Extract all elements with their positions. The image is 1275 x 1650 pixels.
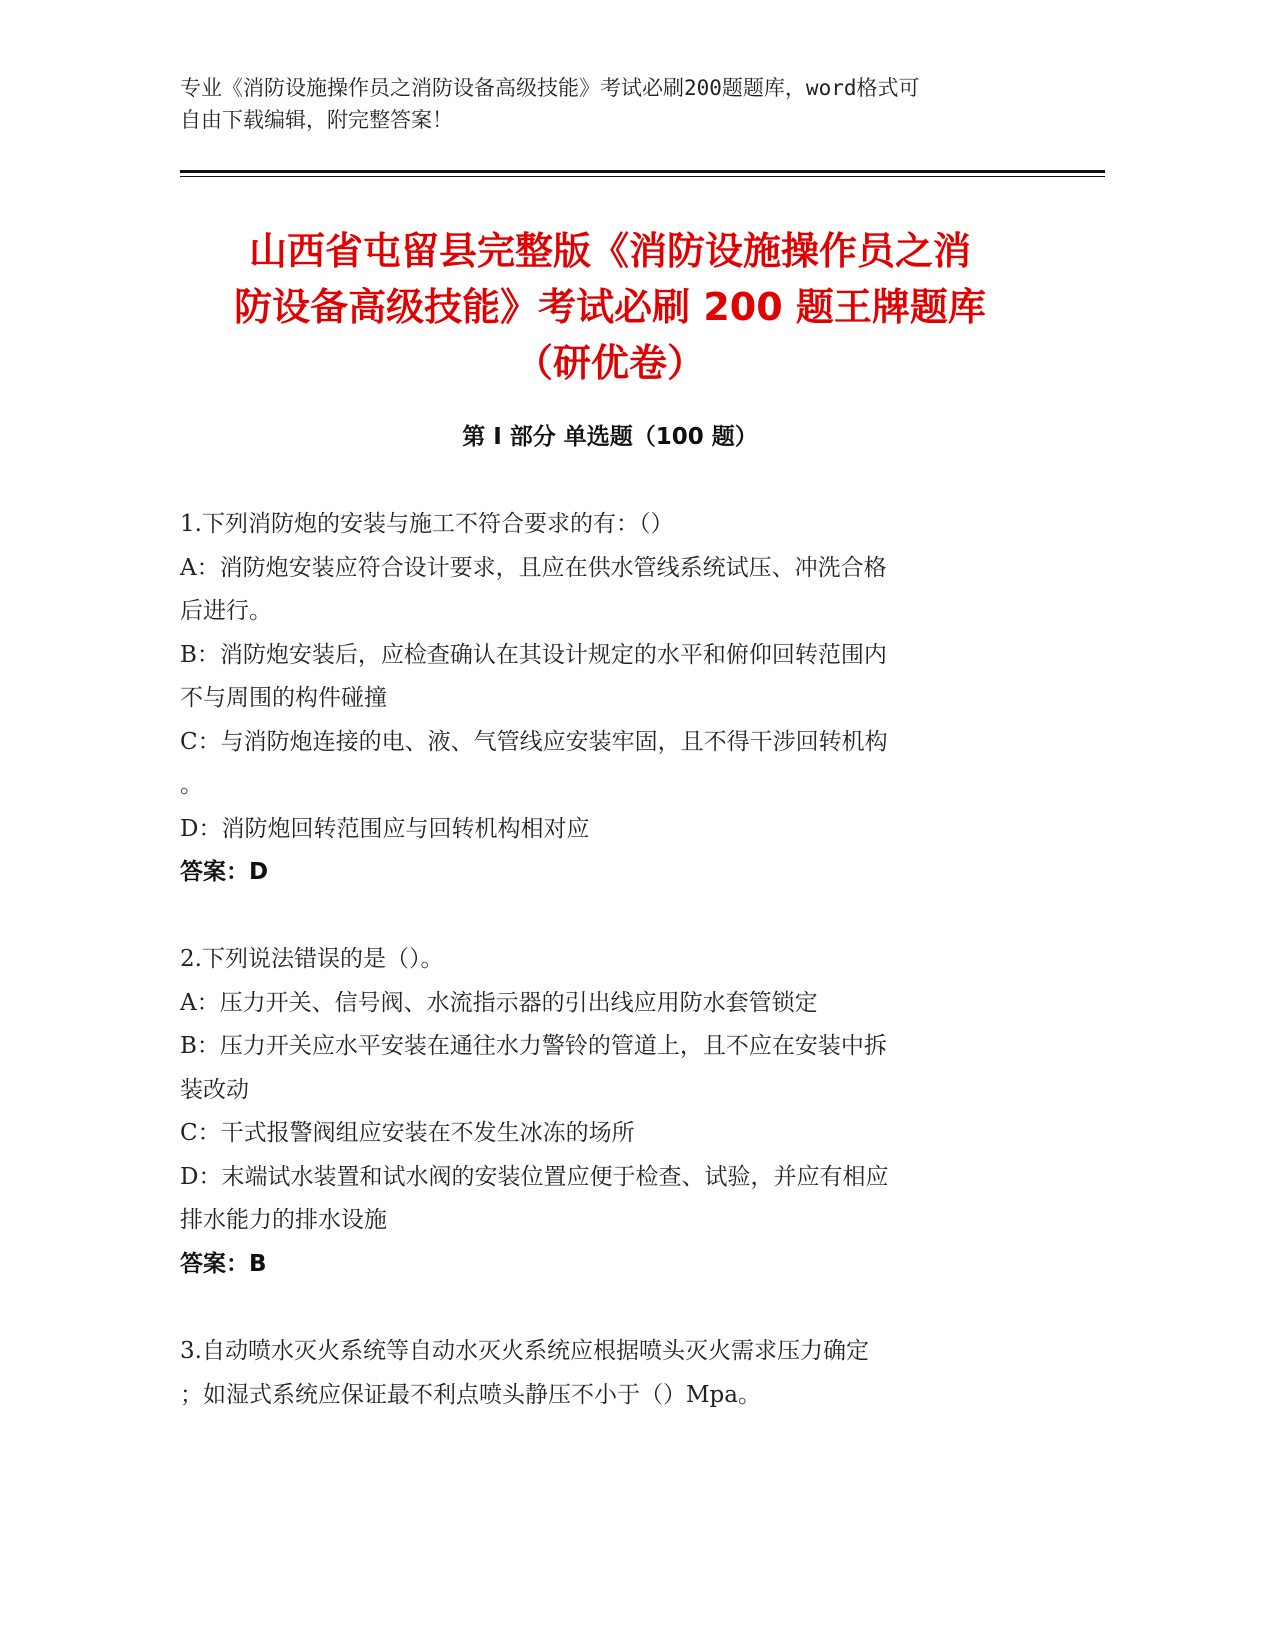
- option-line: A：消防炮安装应符合设计要求，且应在供水管线系统试压、冲洗合格: [180, 554, 887, 581]
- title-line: （研优卷）: [514, 341, 705, 385]
- option-line: 。: [180, 772, 203, 798]
- question-stem: 3.自动喷水灭火系统等自动水灭火系统应根据喷头灭火需求压力确定: [180, 1338, 869, 1364]
- section-heading: 第 I 部分 单选题（100 题）: [462, 424, 758, 450]
- question-2: [180, 938, 1040, 1286]
- option-line: D：消防炮回转范围应与回转机构相对应: [180, 815, 590, 842]
- option-line: 不与周围的构件碰撞: [180, 685, 387, 711]
- header-note: [180, 72, 1040, 136]
- option-line: C：干式报警阀组应安装在不发生冰冻的场所: [180, 1120, 635, 1146]
- question-1: [180, 503, 1040, 895]
- option-line: C：与消防炮连接的电、液、气管线应安装牢固，且不得干涉回转机构: [180, 728, 888, 755]
- option-line: 装改动: [180, 1076, 249, 1103]
- document-title: [180, 223, 1040, 391]
- answer-label: 答案：D: [180, 859, 269, 885]
- option-line: 排水能力的排水设施: [180, 1207, 387, 1233]
- question-stem: 2.下列说法错误的是（）。: [180, 946, 444, 972]
- title-line: 防设备高级技能》考试必刷 200 题王牌题库: [234, 285, 986, 329]
- option-line: A：压力开关、信号阀、水流指示器的引出线应用防水套管锁定: [180, 989, 818, 1016]
- option-line: 后进行。: [180, 598, 272, 624]
- option-line: B：压力开关应水平安装在通往水力警铃的管道上，且不应在安装中拆: [180, 1033, 887, 1059]
- header-note-line: 专业《消防设施操作员之消防设备高级技能》考试必刷200题题库，word格式可: [180, 76, 920, 100]
- question-3: [180, 1330, 1040, 1417]
- answer-label: 答案：B: [180, 1250, 267, 1277]
- title-line: 山西省屯留县完整版《消防设施操作员之消: [248, 229, 971, 273]
- header-divider-thin: [180, 176, 1105, 177]
- header-divider-thick: [180, 170, 1105, 173]
- question-stem: ；如湿式系统应保证最不利点喷头静压不小于（）Mpa。: [180, 1381, 761, 1408]
- option-line: B：消防炮安装后，应检查确认在其设计规定的水平和俯仰回转范围内: [180, 641, 887, 668]
- option-line: D：末端试水装置和试水阀的安装位置应便于检查、试验，并应有相应: [180, 1163, 889, 1190]
- question-stem: 1.下列消防炮的安装与施工不符合要求的有：（）: [180, 511, 674, 537]
- header-note-line: 自由下载编辑，附完整答案！: [180, 108, 453, 132]
